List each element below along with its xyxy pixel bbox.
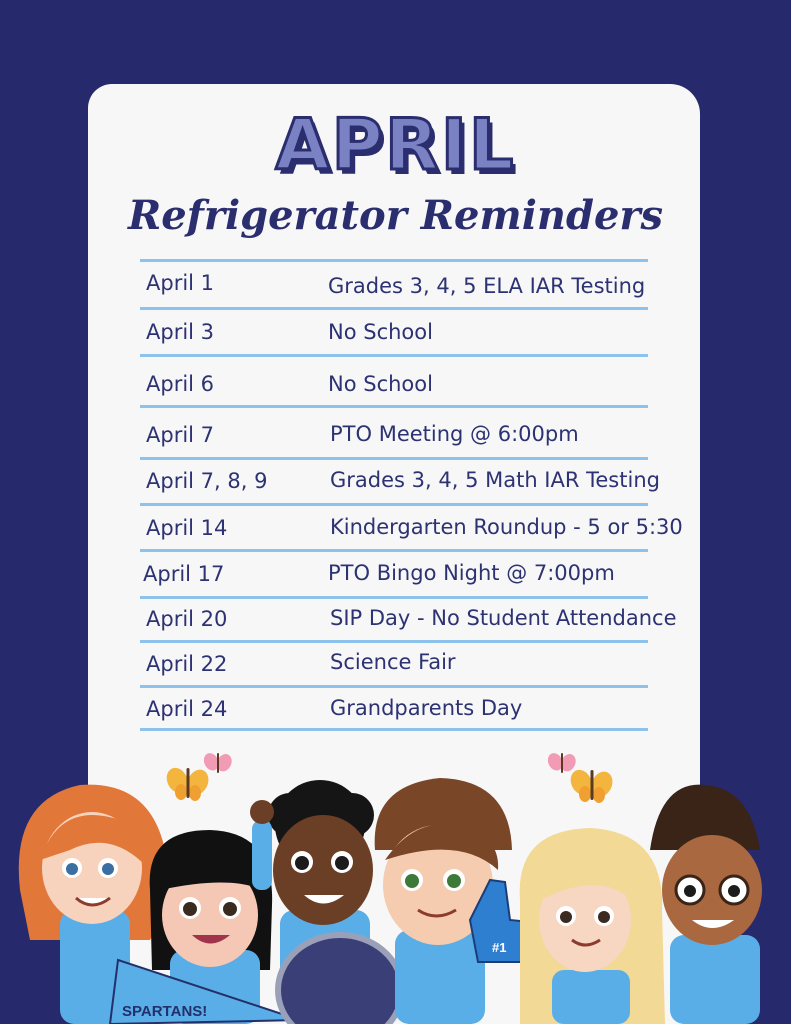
event-name: Kindergarten Roundup - 5 or 5:30 (330, 515, 683, 539)
event-date: April 7, 8, 9 (146, 469, 268, 493)
rule (140, 307, 648, 310)
event-date: April 24 (146, 697, 228, 721)
page-subtitle: Refrigerator Reminders (127, 192, 664, 239)
event-name: No School (328, 372, 433, 396)
foam-finger-text: #1 (492, 940, 507, 955)
event-date: April 22 (146, 652, 228, 676)
rule (140, 685, 648, 688)
rule (140, 640, 648, 643)
kids-illustration (0, 740, 791, 1024)
shield-icon (278, 935, 402, 1024)
page-title: APRIL (275, 104, 516, 186)
event-name: Grandparents Day (330, 696, 523, 720)
event-date: April 20 (146, 607, 228, 631)
event-name: PTO Meeting @ 6:00pm (330, 422, 579, 446)
event-name: Grades 3, 4, 5 ELA IAR Testing (328, 274, 646, 298)
rule (140, 457, 648, 460)
rule (140, 549, 648, 552)
event-name: Grades 3, 4, 5 Math IAR Testing (330, 468, 660, 492)
event-date: April 6 (146, 372, 215, 396)
event-name: Science Fair (330, 650, 456, 674)
rule (140, 405, 648, 408)
event-date: April 17 (143, 562, 225, 586)
rule (140, 728, 648, 731)
event-name: No School (328, 320, 433, 344)
pennant-text: SPARTANS! (122, 1003, 208, 1020)
rule (140, 596, 648, 599)
event-name: SIP Day - No Student Attendance (330, 606, 677, 630)
kid-blonde (520, 828, 665, 1024)
event-date: April 3 (146, 320, 215, 344)
event-name: PTO Bingo Night @ 7:00pm (328, 561, 615, 585)
rule (140, 503, 648, 506)
rule (140, 354, 648, 357)
event-date: April 1 (146, 271, 215, 295)
event-date: April 14 (146, 516, 228, 540)
kid-glasses (650, 785, 762, 1024)
event-date: April 7 (146, 423, 215, 447)
rule (140, 259, 648, 262)
